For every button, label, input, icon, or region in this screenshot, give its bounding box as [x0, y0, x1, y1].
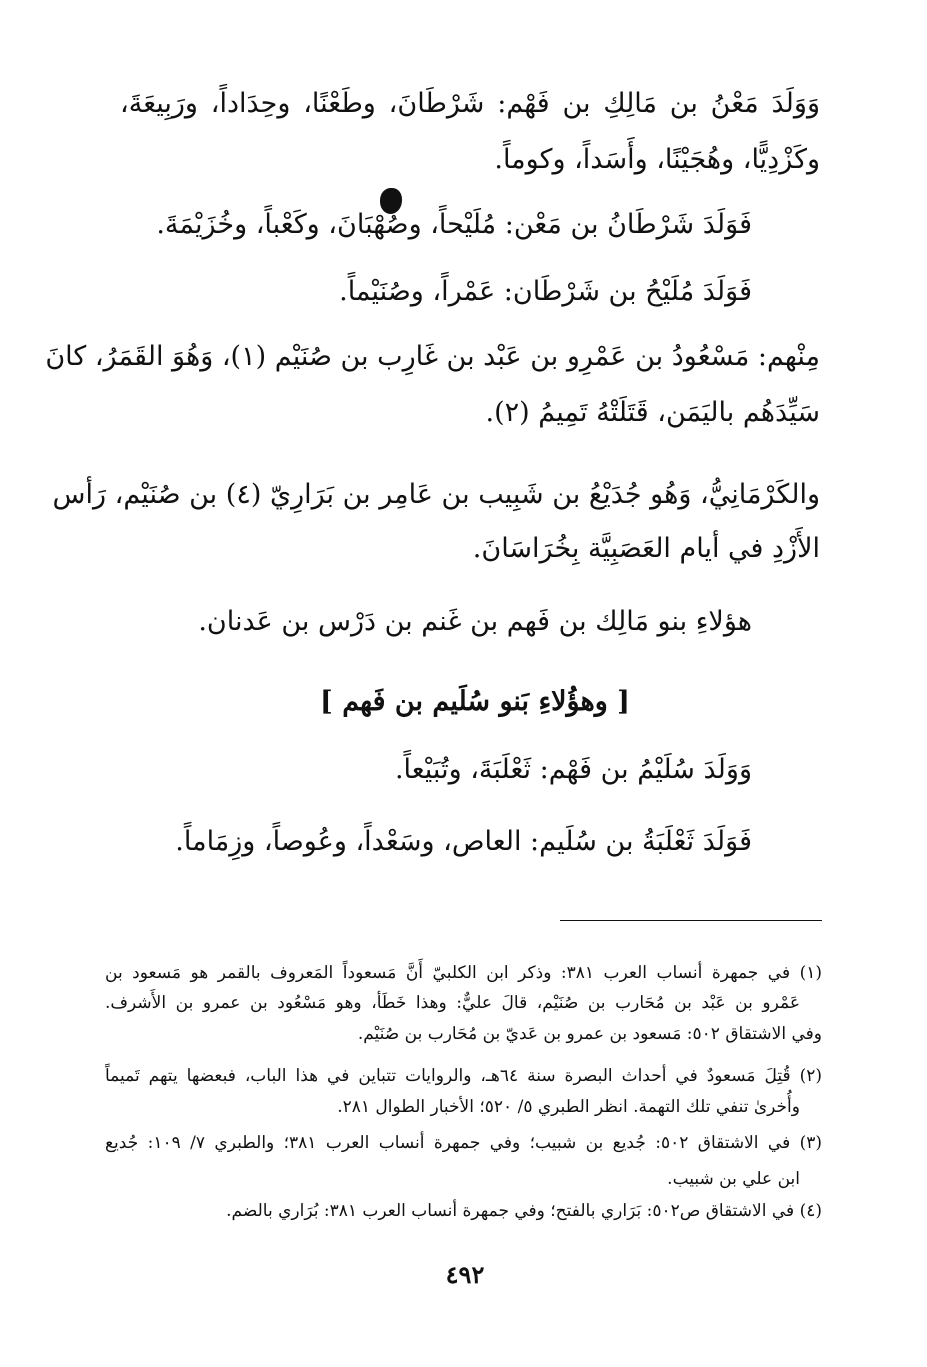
footnote-line: (١) في جمهرة أنساب العرب ٣٨١: وذكر ابن الكلبيّ أَنَّ مَسعوداً المَعروف بالقمر هو مَسعود بن	[105, 963, 822, 983]
footnote-line: (٢) قُتِلَ مَسعودٌ في أحداث البصرة سنة ٦٤هـ، والروايات تتباين في هذا الباب، فبعضها يتهم تَميماً	[105, 1066, 822, 1086]
footnote-line: (٤) في الاشتقاق ص٥٠٢: بَرَاري بالفتح؛ وفي جمهرة أنساب العرب ٣٨١: بُرَاري بالضم.	[226, 1201, 822, 1221]
page-number: ٤٩٢	[445, 1260, 485, 1289]
section-heading: [ وهؤُلاءِ بَنو سُلَيم بن فَهم ]	[320, 686, 630, 717]
body-line: الأَزْدِ في أيام العَصَبِيَّة بِخُرَاسَانَ.	[472, 533, 820, 564]
body-line: والكَرْمَانِيُّ، وَهُو جُدَيْعُ بن شَبِيب بن عَامِر بن بَرَارِيّ (٤) بن صُنَيْم، رَأس	[52, 479, 820, 510]
body-line: مِنْهم: مَسْعُودُ بن عَمْرِو بن عَبْد بن غَارِب بن صُنَيْم (١)، وَهُوَ القَمَرُ، كانَ	[45, 341, 820, 372]
footnote-line: (٣) في الاشتقاق ٥٠٢: جُديع بن شبيب؛ وفي جمهرة أنساب العرب ٣٨١؛ والطبري ٧/ ١٠٩: جُديع	[105, 1133, 823, 1153]
body-line: فَوَلَدَ شَرْطَانُ بن مَعْن: مُلَيْحاً، وصُهْبَانَ، وكَعْباً، وخُزَيْمَةَ.	[156, 209, 752, 240]
body-line: فَوَلَدَ ثَعْلَبَةُ بن سُلَيم: العاص، وسَعْداً، وعُوصاً، وزِمَاماً.	[175, 826, 752, 857]
body-line: هؤلاءِ بنو مَالِك بن فَهم بن غَنم بن دَرْس بن عَدنان.	[198, 606, 752, 637]
body-line: فَوَلَدَ مُلَيْحُ بن شَرْطَان: عَمْراً، وصُنَيْماً.	[339, 276, 752, 307]
body-line: سَيِّدَهُم باليَمَن، قَتَلَتْهُ تَمِيمُ (٢).	[485, 397, 820, 428]
body-line: وكَزْدِيًّا، وهُجَيْنًا، وأَسَداً، وكوماً.	[494, 144, 820, 175]
footnote-line: وفي الاشتقاق ٥٠٢: مَسعود بن عمرو بن عَديّ بن مُحَارب بن صُنَيْم.	[357, 1024, 822, 1044]
footnote-line: ابن علي بن شبيب.	[667, 1169, 800, 1189]
footnote-separator	[560, 920, 822, 921]
body-line: وَوَلَدَ سُلَيْمُ بن فَهْم: ثَعْلَبَةَ، وتُبَيْعاً.	[394, 754, 752, 785]
body-line: وَوَلَدَ مَعْنُ بن مَالِكِ بن فَهْم: شَرْطَانَ، وطَعْنًا، وحِدَاداً، ورَبِيعَةَ،	[120, 88, 820, 119]
footnote-line: عَمْرو بن عَبْد بن مُحَارب بن صُنَيْم، قالَ عليٌّ: وهذا خَطَأ، وهو مَسْعُود بن عمرو بن الأَشرف.	[105, 993, 800, 1013]
footnote-line: وأُخرىٰ تنفي تلك التهمة. انظر الطبري ٥/ ٥٢٠؛ الأخبار الطوال ٢٨١.	[337, 1097, 800, 1117]
